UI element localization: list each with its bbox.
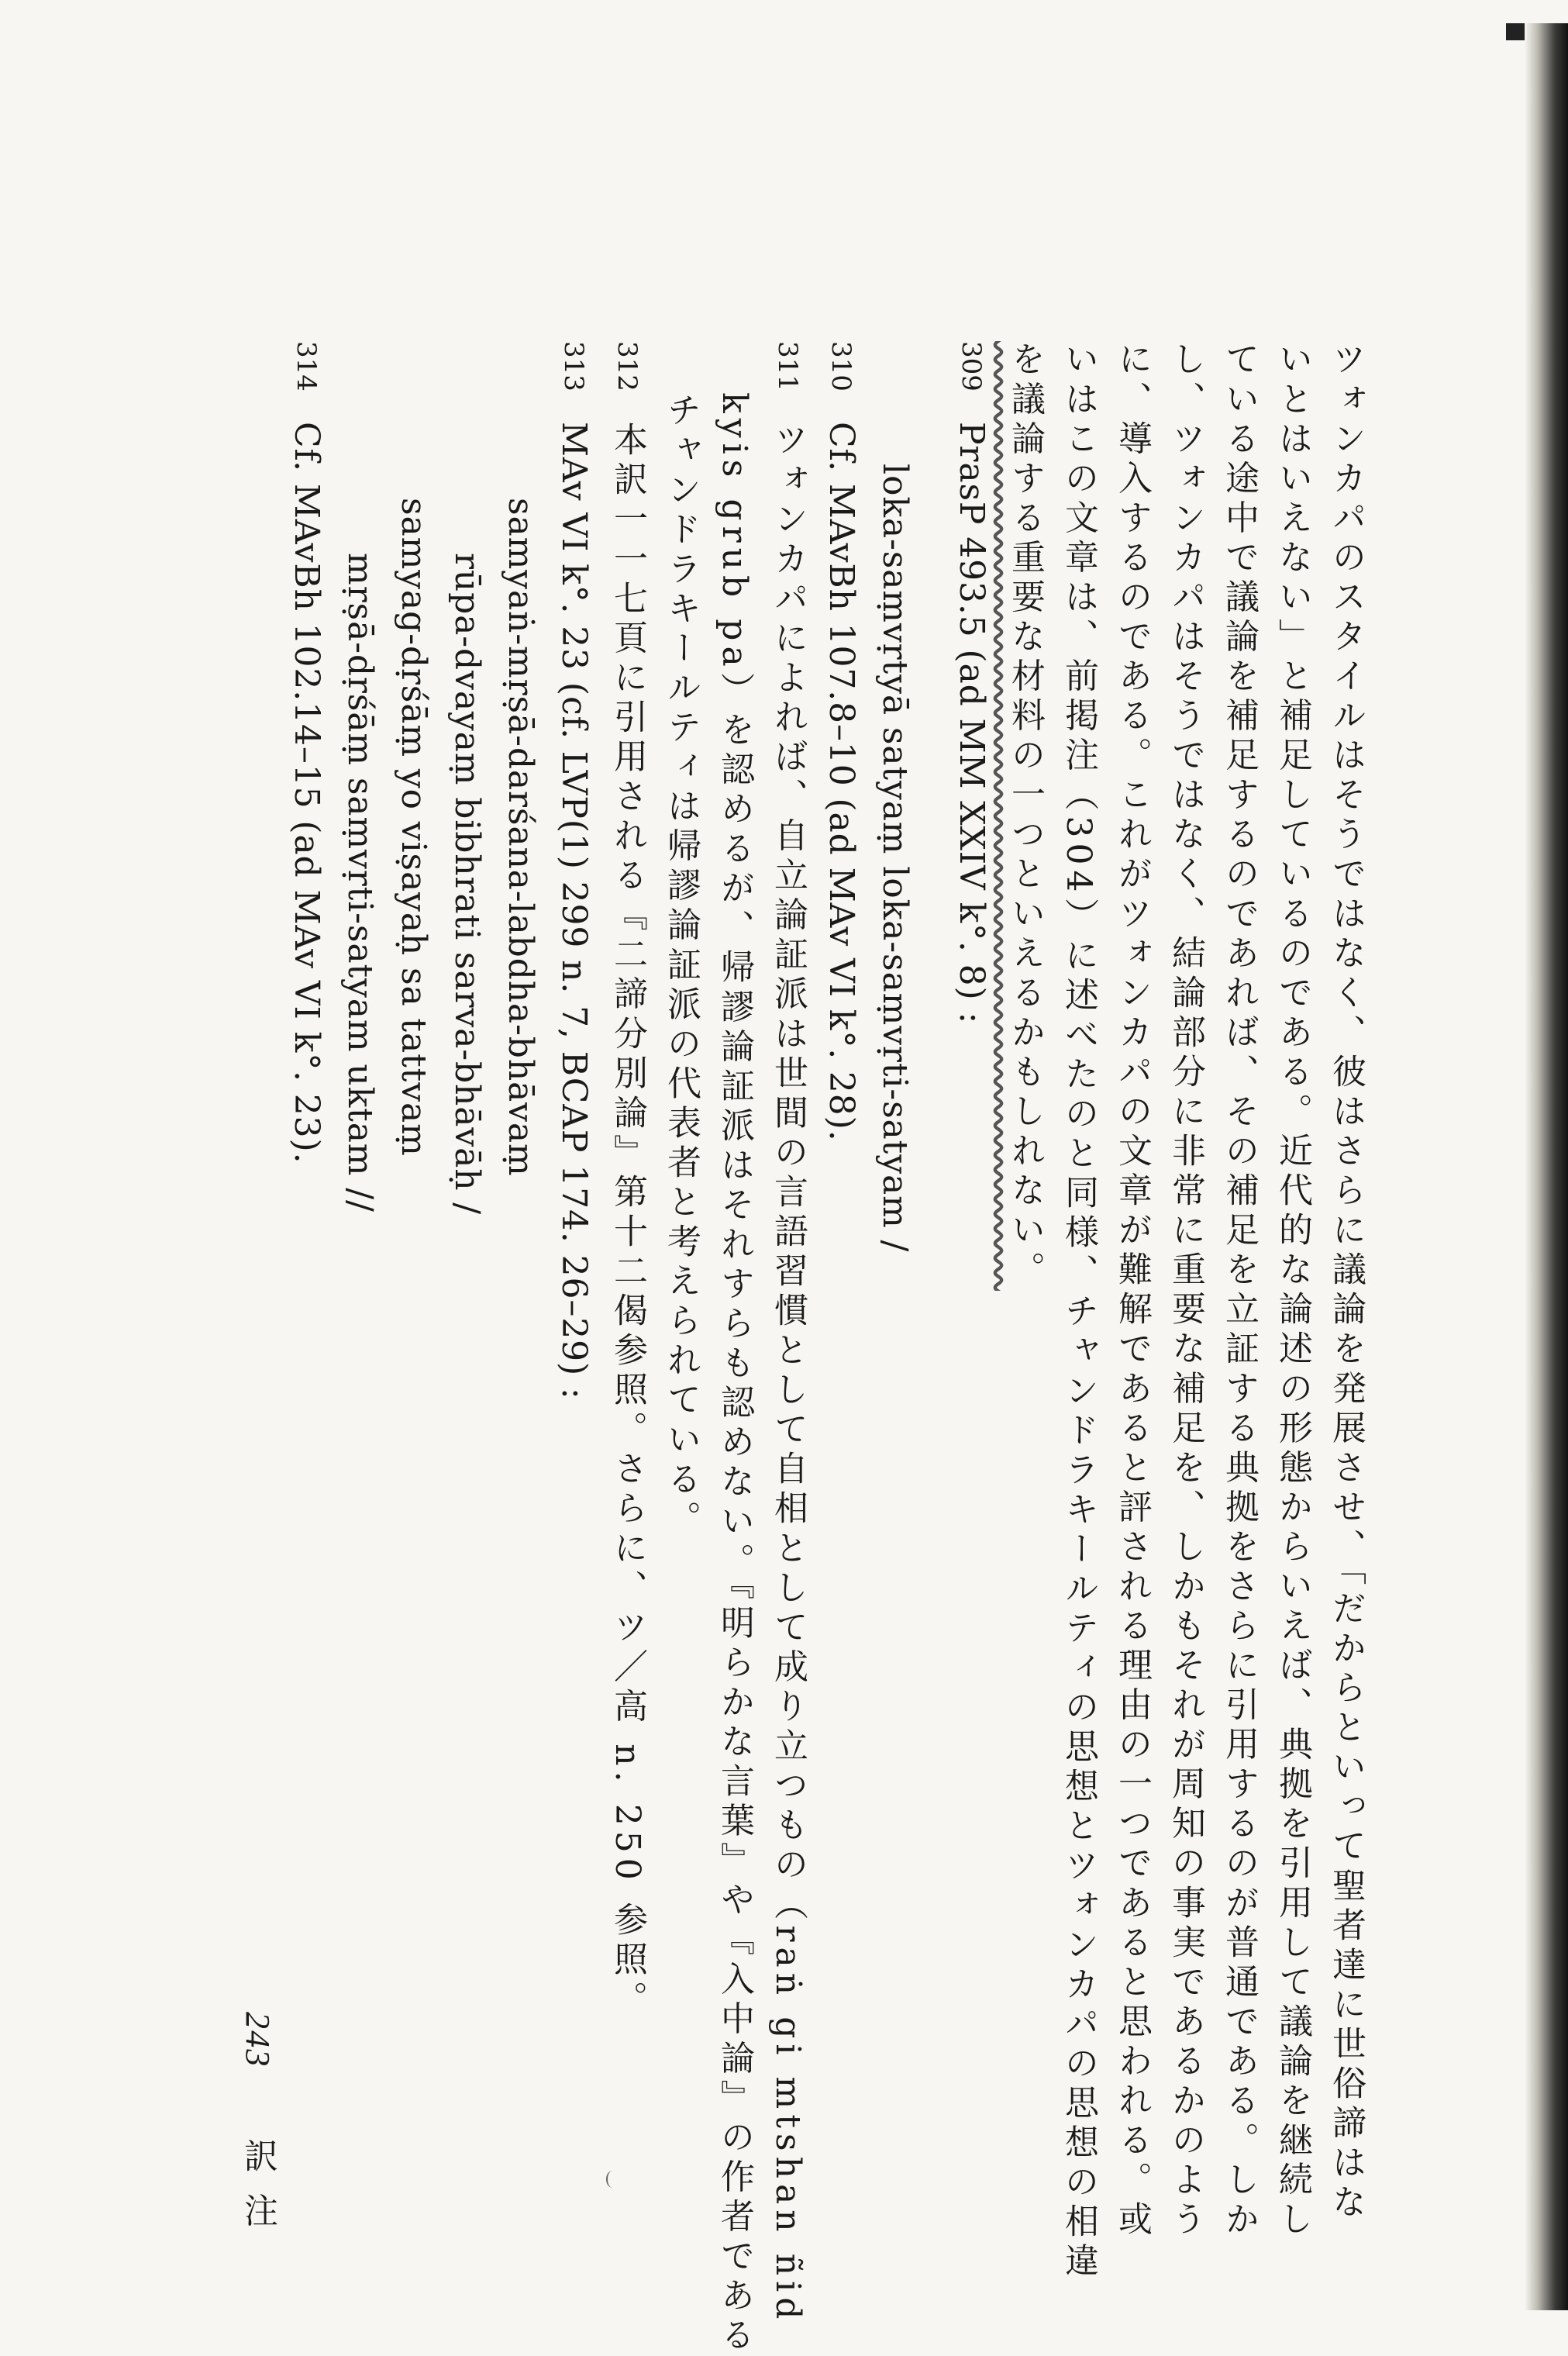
note-312 bbox=[608, 341, 647, 2020]
body-line-7: を議論する重要な材料の一つといえるかもしれない。 bbox=[1005, 341, 1045, 1291]
note-number: 309 bbox=[956, 341, 987, 392]
note-310 bbox=[822, 341, 861, 1992]
body-line-1: ツォンカパのスタイルはそうではなく、彼はさらに議論を発展させ、「だからといって聖者達に世俗諦はな bbox=[1326, 341, 1366, 2223]
page-footer bbox=[233, 2012, 282, 2247]
note-number: 310 bbox=[825, 341, 856, 392]
body-line-3: ている途中で議論を補足するのであれば、その補足を立証する典拠をさらに引用するのが普通である。しか bbox=[1219, 341, 1259, 2240]
note-number: 311 bbox=[772, 341, 803, 392]
scan-speck bbox=[606, 2171, 619, 2188]
note-number: 312 bbox=[612, 341, 643, 392]
body-line-5: に、導入するのである。これがツォンカパの文章が難解であると評される理由の一つであると思われる。或 bbox=[1112, 341, 1152, 2240]
section-title: 訳注 bbox=[238, 2138, 277, 2247]
verse-line-3: samyag-dṛśāṃ yo viṣayaḥ sa tattvaṃ bbox=[394, 498, 433, 1157]
note-313 bbox=[554, 341, 594, 1992]
note-309-quote: loka-saṃvṛtyā satyaṃ loka-saṃvṛti-satyam / bbox=[875, 464, 915, 1253]
note-text: PrasP 493.5 (ad MM XXIV k°. 8) : bbox=[952, 421, 991, 1025]
verse-line-2: rūpa-dvayaṃ bibhrati sarva-bhāvāḥ / bbox=[447, 552, 487, 1215]
note-text: Cf. MAvBh 107.8–10 (ad MAv VI k°. 28). bbox=[822, 421, 861, 1142]
note-text: ツォンカパによれば、自立論証派は世間の言語習慣として自相として成り立つもの（raṅ gi mtshan ñid bbox=[768, 421, 808, 2325]
body-line-2: いとはいえない」と補足しているのである。近代的な論述の形態からいえば、典拠を引用して議論を継続し bbox=[1273, 341, 1312, 2240]
page-number: 243 bbox=[239, 2012, 277, 2068]
note-309 bbox=[952, 341, 991, 1992]
note-text: Cf. MAvBh 102.14–15 (ad MAv VI k°. 23). bbox=[287, 421, 326, 1164]
body-line-4: し、ツォンカパはそうではなく、結論部分に非常に重要な補足を、しかもそれが周知の事実であるかのよう bbox=[1166, 341, 1205, 2240]
note-text: MAv VI k°. 23 (cf. LVP(1) 299 n. 7, BCAP 174. 26–29) : bbox=[554, 421, 594, 1400]
note-text: 本訳一一七頁に引用される『二諦分別論』第十二偈参照。さらに、ツ／高 n. 250 参照。 bbox=[608, 421, 647, 2020]
note-314 bbox=[287, 341, 326, 1992]
verse-line-4: mṛṣā-dṛśāṃ saṃvṛti-satyam uktam // bbox=[340, 552, 380, 1212]
note-311-line-2: kyis grub pa）を認めるが、帰謬論証派はそれすらも認めない。『明らかな言葉』や『入中論』の作者である bbox=[715, 392, 754, 2356]
note-number: 314 bbox=[291, 341, 322, 392]
note-311-line-3: チャンドラキールティは帰謬論証派の代表者と考えられている。 bbox=[661, 392, 701, 1540]
note-311 bbox=[768, 341, 808, 2325]
body-line-6: いはこの文章は、前掲注（304）に述べたのと同様、チャンドラキールティの思想とツォンカパの思想の相違 bbox=[1059, 341, 1098, 2282]
verse-line-1: samyaṅ-mṛṣā-darśana-labdha-bhāvaṃ bbox=[501, 498, 540, 1178]
note-number: 313 bbox=[558, 341, 589, 392]
binding-edge bbox=[1525, 23, 1568, 2310]
